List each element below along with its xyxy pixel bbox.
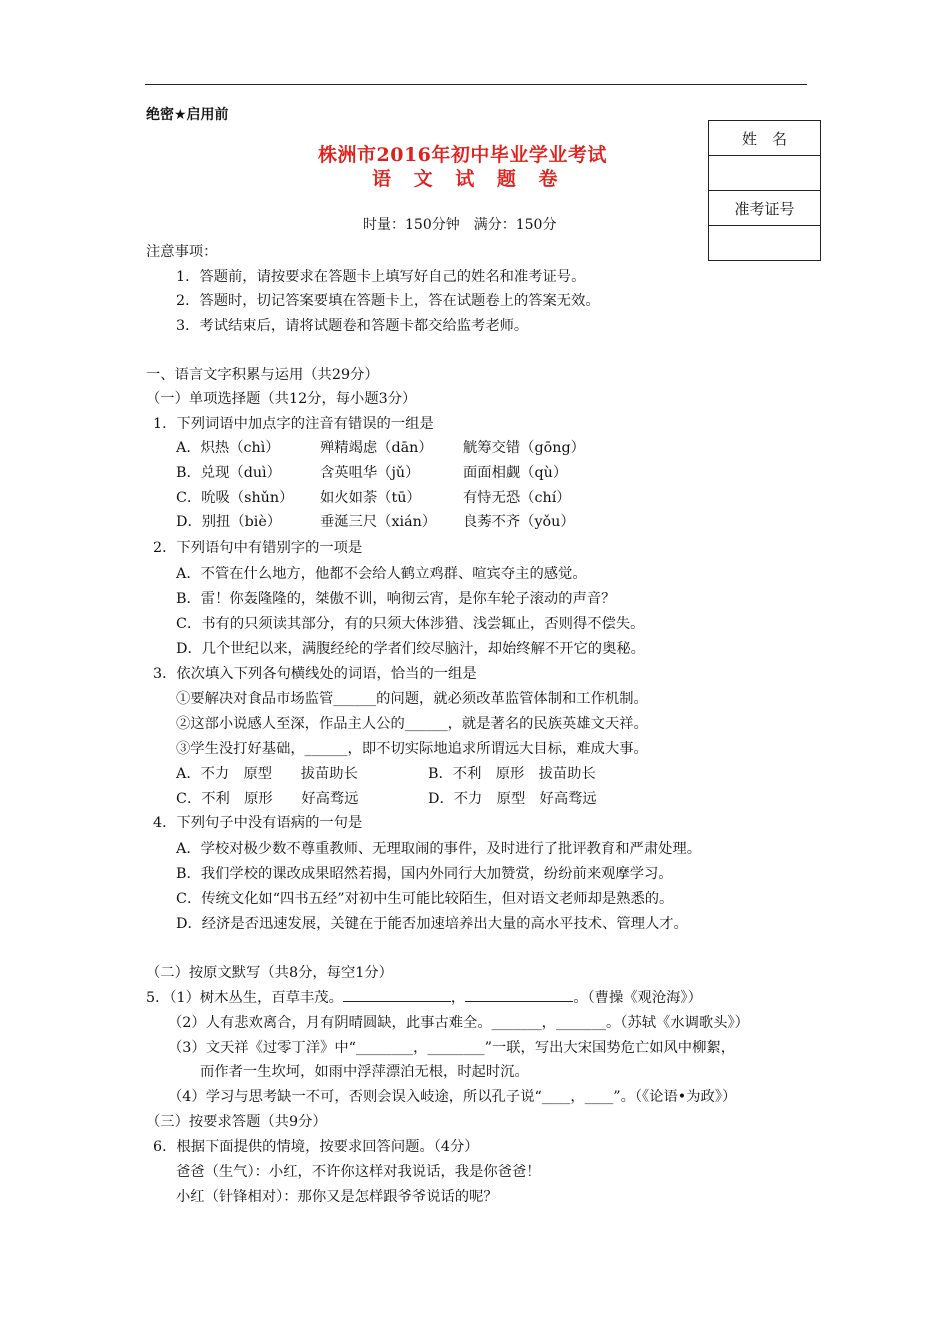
notice-item: 2．答题时，切记答案要填在答题卡上，答在试题卷上的答案无效。 (176, 293, 600, 309)
option-text: B．我们学校的课改成果昭然若揭，国内外同行大加赞赏，纷纷前来观摩学习。 (176, 866, 673, 882)
option-text: B．雷！你轰隆隆的，桀傲不训，响彻云宵，是你车轮子滚动的声音？ (176, 591, 616, 607)
option-text: C．不利 原形 好高骛远 (176, 791, 359, 807)
option-text: C．吮吸（shǔn） (176, 490, 294, 506)
subsection-title: （二）按原文默写（共8分，每空1分） (146, 965, 393, 981)
option-text: 殚精竭虑（dān） (320, 440, 433, 456)
dictation-line: 5．（1）树木丛生，百草丰茂。 ， 。（曹操《观沧海》） (146, 987, 702, 1007)
option-text: 有恃无恐（chí） (463, 490, 571, 506)
question-stem: 6．根据下面提供的情境，按要求回答问题。（4分） (153, 1139, 479, 1155)
option-text: 良莠不齐（yǒu） (463, 514, 575, 530)
option-text: D．别扭（biè） (176, 514, 282, 530)
option-text: 觥筹交错（gōng） (463, 440, 585, 456)
exam-subtitle: 语 文 试 题 卷 (372, 168, 566, 190)
dictation-line: 而作者一生坎坷，如雨中浮萍漂泊无根，时起时沉。 (200, 1064, 529, 1080)
option-text: A．炽热（chì） (176, 440, 280, 456)
option-text: B．兑现（duì） (176, 465, 281, 481)
ticket-label: 准考证号 (709, 191, 821, 226)
fill-sentence: ①要解决对食品市场监管______的问题，就必须改革监管体制和工作机制。 (176, 691, 648, 707)
option-text: A．不力 原型 拔苗助长 (176, 766, 358, 782)
dictation-line: （2）人有悲欢离合，月有阴晴圆缺，此事古难全。_______，_______。（苏轼《水调歌头》） (168, 1015, 749, 1031)
notice-item: 3．考试结束后，请将试题卷和答题卡都交给监考老师。 (176, 318, 529, 334)
option-text: A．不管在什么地方，他都不会给人鹤立鸡群、喧宾夺主的感觉。 (176, 566, 587, 582)
exam-title: 株洲市2016年初中毕业学业考试 (318, 144, 607, 166)
option-text: 含英咀华（jǔ） (320, 465, 420, 481)
top-rule (145, 84, 807, 85)
secret-mark: 绝密★启用前 (146, 107, 229, 123)
answer-blank[interactable] (343, 987, 451, 1002)
answer-blank[interactable] (465, 987, 573, 1002)
question-stem: 2．下列语句中有错别字的一项是 (153, 540, 363, 556)
dictation-text: 。（曹操《观沧海》） (573, 990, 702, 1006)
subsection-title: （三）按要求答题（共9分） (146, 1114, 327, 1130)
dialogue-line: 小红（针锋相对）：那你又是怎样跟爷爷说话的呢？ (176, 1189, 498, 1205)
fill-sentence: ③学生没打好基础，______，即不切实际地追求所谓远大目标，难成大事。 (176, 741, 648, 757)
question-stem: 3．依次填入下列各句横线处的词语，恰当的一组是 (153, 666, 477, 682)
option-text: B．不利 原形 拔苗助长 (428, 766, 596, 782)
fill-sentence: ②这部小说感人至深，作品主人公的______，就是著名的民族英雄文天祥。 (176, 716, 648, 732)
option-text: D．不力 原型 好高骛远 (428, 791, 597, 807)
question-stem: 4．下列句子中没有语病的一句是 (153, 815, 363, 831)
option-text: A．学校对极少数不尊重教师、无理取闹的事件，及时进行了批评教育和严肃处理。 (176, 841, 702, 857)
question-stem: 1．下列词语中加点字的注音有错误的一组是 (153, 416, 434, 432)
option-text: D．几个世纪以来，满腹经纶的学者们绞尽脑汁，却始终解不开它的奥秘。 (176, 641, 645, 657)
candidate-info-table (708, 120, 821, 261)
dialogue-line: 爸爸（生气）：小红，不许你这样对我说话，我是你爸爸！ (176, 1164, 541, 1180)
name-label: 姓 名 (709, 121, 821, 156)
subsection-title: （一）单项选择题（共12分，每小题3分） (146, 391, 417, 407)
section-title: 一、语言文字积累与运用（共29分） (146, 367, 379, 383)
exam-timing: 时量：150分钟 满分：150分 (363, 217, 557, 233)
option-text: 垂涎三尺（xián） (320, 514, 437, 530)
dictation-text: 5．（1）树木丛生，百草丰茂。 (146, 990, 343, 1006)
option-text: D．经济是否迅速发展，关键在于能否加速培养出大量的高水平技术、管理人才。 (176, 916, 688, 932)
option-text: C．传统文化如“四书五经”对初中生可能比较陌生，但对语文老师却是熟悉的。 (176, 891, 674, 907)
dictation-line: （4）学习与思考缺一不可，否则会误入岐途，所以孔子说“____，____”。（《论语•为政》） (168, 1089, 737, 1105)
option-text: 面面相觑（qù） (463, 465, 568, 481)
option-text: C．书有的只须读其部分，有的只须大体涉猎、浅尝辄止，否则得不偿失。 (176, 616, 645, 632)
dictation-line: （3）文天祥《过零丁洋》中“________，________”一联，写出大宋国势危亡如风中柳絮， (168, 1040, 735, 1056)
option-text: 如火如荼（tū） (320, 490, 421, 506)
name-field[interactable] (709, 156, 821, 191)
ticket-field[interactable] (709, 226, 821, 261)
notice-heading: 注意事项： (146, 244, 218, 260)
notice-item: 1．答题前，请按要求在答题卡上填写好自己的姓名和准考证号。 (176, 269, 586, 285)
